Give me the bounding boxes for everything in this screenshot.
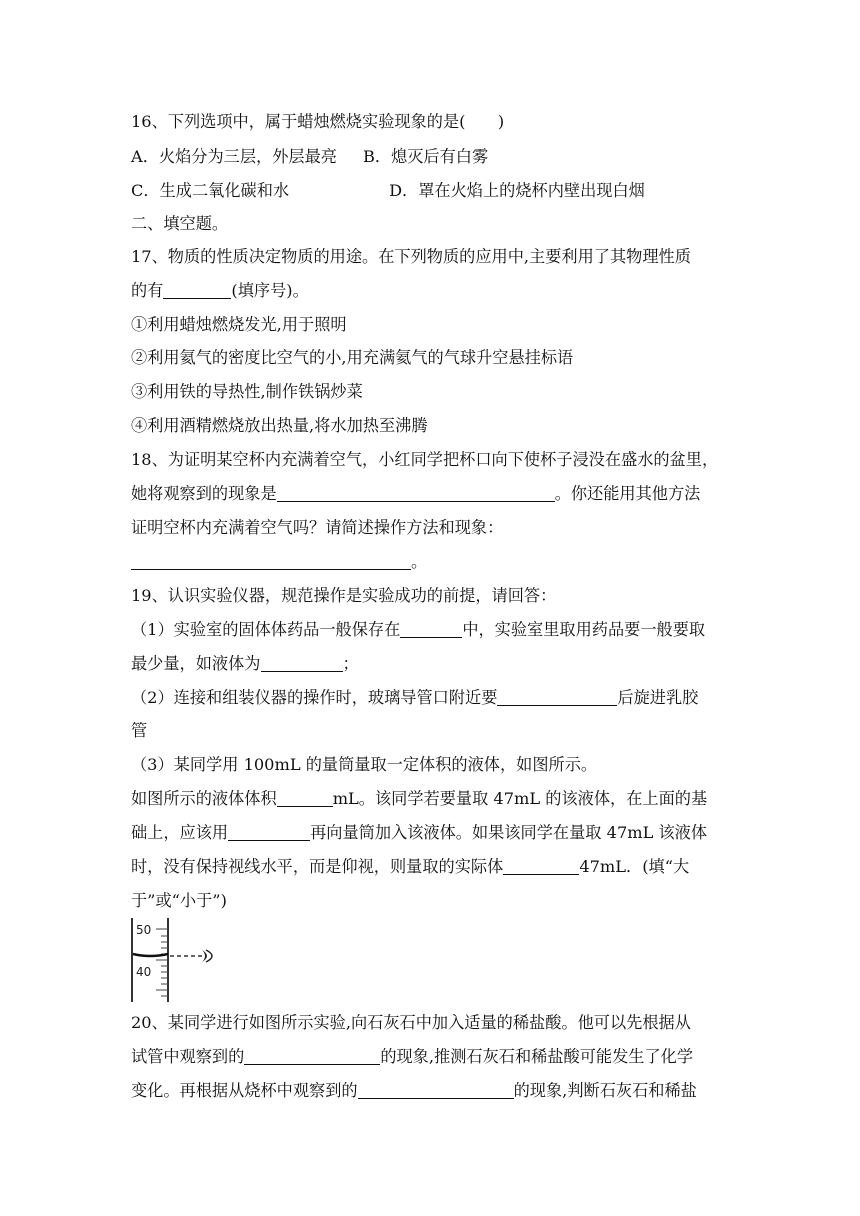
- q19-part3-c: [131, 856, 689, 878]
- q16-option-b: B．熄灭后有白雾: [362, 147, 489, 166]
- q20-tube-phenomenon-blank[interactable]: [244, 1048, 380, 1065]
- scale-label-bottom: 40: [136, 965, 152, 979]
- q19-liquid-amount-blank[interactable]: [261, 655, 343, 672]
- q19-part2-cont: 管: [131, 721, 148, 740]
- q18-line1: 18、为证明某空杯内充满着空气，小红同学把杯口向下使杯子浸没在盛水的盆里，: [131, 450, 719, 469]
- q20-text: 试管中观察到的: [131, 1047, 245, 1066]
- q19-tool-blank[interactable]: [228, 824, 310, 841]
- q18-line3: 证明空杯内充满着空气吗？请简述操作方法和现象：: [131, 518, 504, 537]
- q20-line2: [131, 1046, 693, 1068]
- q19-text: 再向量筒加入该液体。如果该同学在量取 47mL 该液体: [310, 823, 708, 842]
- q19-text: 后旋进乳胶: [617, 688, 699, 707]
- q16-option-a: A．火焰分为三层，外层最亮: [131, 147, 337, 166]
- q20-line3: [131, 1080, 697, 1102]
- q17-answer-blank[interactable]: [163, 282, 231, 299]
- q19-part3-a: [131, 788, 707, 810]
- q17-item-4: ④利用酒精燃烧放出热量,将水加热至沸腾: [131, 416, 428, 435]
- q17-item-1: ①利用蜡烛燃烧发光,用于照明: [131, 315, 347, 334]
- q18-text: 。你还能用其他方法: [554, 484, 701, 503]
- q19-part1: [131, 619, 705, 641]
- q19-part3-b: [131, 822, 707, 844]
- scale-ticks: [156, 929, 168, 996]
- q19-text: （2）连接和组装仪器的操作时，玻璃导管口附近要: [131, 688, 498, 707]
- q17-item-2: ②利用氦气的密度比空气的小,用充满氦气的气球升空悬挂标语: [131, 348, 574, 367]
- q18-text: 。: [411, 552, 428, 571]
- q20-beaker-phenomenon-blank[interactable]: [358, 1082, 514, 1099]
- q17-item-3: ③利用铁的导热性,制作铁锅炒菜: [131, 382, 363, 401]
- q19-part3: （3）某同学用 100mL 的量筒量取一定体积的液体，如图所示。: [131, 755, 598, 774]
- q17-line1: 17、物质的性质决定物质的用途。在下列物质的应用中,主要利用了其物理性质: [131, 247, 691, 266]
- q16-option-c: C．生成二氧化碳和水: [131, 181, 290, 200]
- q17-text: (填序号)。: [231, 281, 309, 300]
- q16-stem: 16、下列选项中，属于蜡烛燃烧实验现象的是( ): [131, 112, 505, 131]
- q20-text: 的现象,判断石灰石和稀盐: [513, 1081, 697, 1100]
- q19-text: ；: [342, 654, 359, 673]
- section-heading: 二、填空题。: [131, 214, 229, 233]
- liquid-meniscus: [133, 954, 168, 956]
- q19-text: 础上，应该用: [131, 823, 229, 842]
- q18-method-blank[interactable]: [131, 553, 411, 570]
- q20-text: 变化。再根据从烧杯中观察到的: [131, 1081, 358, 1100]
- q19-part1-cont: [131, 653, 359, 675]
- q16-option-d: D．罩在火焰上的烧杯内壁出现白烟: [389, 181, 645, 200]
- q19-line1: 19、认识实验仪器，规范操作是实验成功的前提，请回答：: [131, 586, 557, 605]
- q19-text: 47mL．(填“大: [579, 857, 690, 876]
- q19-text: 如图所示的液体体积: [131, 789, 277, 808]
- q16-options-row1: [131, 146, 488, 168]
- q19-text: 时，没有保持视线水平，而是仰视，则量取的实际体: [131, 857, 504, 876]
- q19-text: 最少量，如液体为: [131, 654, 261, 673]
- scale-label-top: 50: [136, 923, 152, 937]
- q19-compare-blank[interactable]: [503, 858, 579, 875]
- q18-phenomenon-blank[interactable]: [277, 485, 555, 502]
- q18-line4: [131, 551, 427, 573]
- q19-volume-blank[interactable]: [277, 790, 333, 807]
- q17-line2: [131, 280, 309, 302]
- graduated-cylinder-figure: [128, 916, 228, 1004]
- q18-text: 她将观察到的现象是: [131, 484, 277, 503]
- q16-options-row2: [131, 180, 645, 202]
- q19-part3-d: 于”或“小于”): [131, 891, 227, 910]
- q20-text: 的现象,推测石灰石和稀盐酸可能发生了化学: [380, 1047, 694, 1066]
- q19-connect-blank[interactable]: [497, 689, 617, 706]
- q19-storage-blank[interactable]: [400, 621, 462, 638]
- q19-part2: [131, 687, 698, 709]
- q19-text: mL。该同学若要量取 47mL 的该液体，在上面的基: [332, 789, 708, 808]
- q17-text: 的有: [131, 281, 164, 300]
- q18-line2: [131, 483, 700, 505]
- eye-icon: [202, 950, 212, 962]
- q20-line1: 20、某同学进行如图所示实验,向石灰石中加入适量的稀盐酸。他可以先根据从: [131, 1013, 691, 1032]
- q19-text: （1）实验室的固体体药品一般保存在: [131, 620, 401, 639]
- q19-text: 中，实验室里取用药品要一般要取: [462, 620, 706, 639]
